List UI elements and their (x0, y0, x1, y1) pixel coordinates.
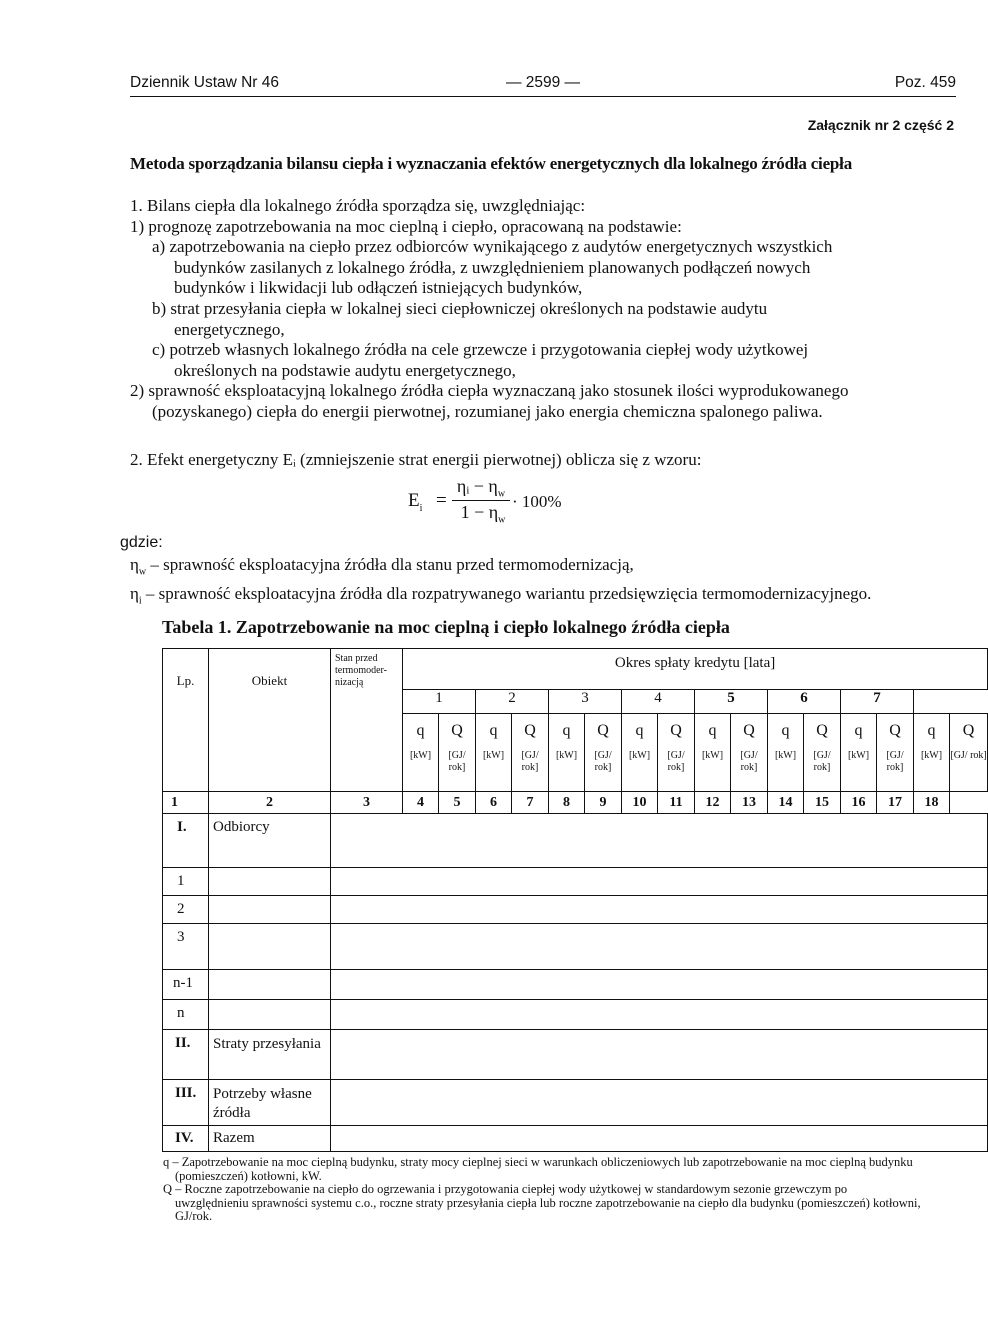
year-7: 7 (841, 689, 914, 713)
q-header: q [kW] (622, 713, 658, 791)
formula-denominator: $1 - \eta_w$ (460, 502, 506, 526)
row-lp: 2 (163, 895, 209, 923)
document-title: Metoda sporządzania bilansu ciepła i wyznaczania efektów energetycznych dla lokalnego źródła ciepła (130, 154, 853, 173)
col-number: 4 (403, 791, 439, 813)
year-3: 3 (549, 689, 622, 713)
formula-equals: = (436, 490, 447, 511)
q-header: q [kW] (841, 713, 877, 791)
table-row (163, 867, 988, 895)
col-number: 5 (439, 791, 476, 813)
list-item: b) strat przesyłania ciepła w lokalnej sieci ciepłowniczej określonych na podstawie audytu (152, 298, 768, 318)
efficiency-formula (408, 478, 578, 538)
page-header (130, 74, 956, 96)
Q-header: Q [GJ/ rok] (950, 713, 988, 791)
header-lp: Lp. (163, 649, 209, 690)
q-header: q [kW] (549, 713, 585, 791)
section-1 (130, 196, 960, 423)
col-number: 14 (768, 791, 804, 813)
Q-header: Q [GJ/ rok] (512, 713, 549, 791)
list-item: c) potrzeb własnych lokalnego źródła na cele grzewcze i przygotowania ciepłej wody użytkowej (152, 340, 809, 360)
where-label: gdzie: (120, 534, 163, 551)
col-number: 6 (476, 791, 512, 813)
list-item: 1) prognozę zapotrzebowania na moc cieplną i ciepło, opracowaną na podstawie: (130, 216, 682, 236)
Q-header: Q [GJ/ rok] (658, 713, 695, 791)
column-numbers-row (163, 791, 988, 813)
col-number: 11 (658, 791, 695, 813)
list-item-continuation: energetycznego, (174, 319, 285, 339)
table-row (163, 1125, 988, 1151)
journal-name: Dziennik Ustaw Nr 46 (130, 74, 280, 91)
table-notes (163, 1156, 923, 1224)
list-item-continuation: (pozyskanego) ciepła do energii pierwotnej, rozumianej jako energia chemiczna spalonego paliwa. (152, 401, 823, 421)
table-row (163, 969, 988, 999)
header-stan: Stan przed termomoder-nizacją (331, 649, 403, 690)
col-number: 18 (914, 791, 950, 813)
table-row (163, 923, 988, 969)
Q-header: Q [GJ/ rok] (439, 713, 476, 791)
attachment-label: Załącznik nr 2 część 2 (807, 117, 954, 133)
table-row (163, 813, 988, 867)
note-item: q – Zapotrzebowanie na moc cieplną budynku, straty mocy cieplnej sieci w warunkach obliczeniowych lub zapotrzebowanie na moc cieplną budynku (pomieszczeń) kotłowni, kW. (163, 1155, 913, 1183)
Q-header: Q [GJ/ rok] (731, 713, 768, 791)
col-number: 8 (549, 791, 585, 813)
formula-lhs: $E_i$ (408, 490, 423, 514)
row-lp: 1 (163, 867, 209, 895)
col-number: 2 (209, 791, 331, 813)
col-number: 3 (331, 791, 403, 813)
year-6: 6 (768, 689, 841, 713)
table-row (163, 1079, 988, 1125)
q-header: q [kW] (403, 713, 439, 791)
year-5: 5 (695, 689, 768, 713)
position-number: Poz. 459 (894, 74, 956, 91)
q-header: q [kW] (695, 713, 731, 791)
header-rule (130, 96, 956, 97)
definition-item: $\eta_i$ – sprawność eksploatacyjna źródła dla rozpatrywanego wariantu przedsięwzięcia termomodernizacyjnego. (130, 584, 872, 607)
section-2 (130, 450, 960, 471)
header-okres: Okres spłaty kredytu [lata] (403, 649, 988, 690)
list-item-continuation: określonych na podstawie audytu energetycznego, (174, 360, 516, 380)
col-number: 12 (695, 791, 731, 813)
row-lp: n (163, 999, 209, 1029)
year-2: 2 (476, 689, 549, 713)
list-item-continuation: budynków zasilanych z lokalnego źródła, z uwzględnieniem planowanych podłączeń nowych (174, 257, 811, 277)
row-lp: III. (163, 1079, 209, 1125)
row-lp: IV. (163, 1125, 209, 1151)
year-1: 1 (403, 689, 476, 713)
row-obiekt: Potrzeby własne źródła (209, 1079, 331, 1125)
table-row (163, 895, 988, 923)
section-2-heading: 2. Efekt energetyczny Eᵢ (zmniejszenie strat energii pierwotnej) oblicza się z wzoru: (130, 450, 702, 469)
col-number: 15 (804, 791, 841, 813)
row-lp: n-1 (163, 969, 209, 999)
row-lp: 3 (163, 923, 209, 969)
section-1-heading: 1. Bilans ciepła dla lokalnego źródła sporządza się, uwzględniając: (130, 196, 586, 215)
col-number: 9 (585, 791, 622, 813)
q-header: q [kW] (914, 713, 950, 791)
row-obiekt: Straty przesyłania (209, 1029, 331, 1079)
list-item: a) zapotrzebowania na ciepło przez odbiorców wynikającego z audytów energetycznych wszystkich (152, 237, 833, 257)
definitions (130, 554, 871, 613)
col-number: 17 (877, 791, 914, 813)
row-obiekt: Razem (209, 1125, 331, 1151)
fraction-bar (452, 500, 510, 501)
row-lp: II. (163, 1029, 209, 1079)
Q-header: Q [GJ/ rok] (877, 713, 914, 791)
row-lp: I. (163, 813, 209, 867)
Q-header: Q [GJ/ rok] (585, 713, 622, 791)
heat-demand-table (162, 648, 988, 1152)
table-title: Tabela 1. Zapotrzebowanie na moc cieplną i ciepło lokalnego źródła ciepła (162, 617, 730, 637)
table-row (163, 1029, 988, 1079)
list-item: 2) sprawność eksploatacyjną lokalnego źródła ciepła wyznaczaną jako stosunek ilości wyprodukowanego (130, 381, 849, 401)
q-header: q [kW] (476, 713, 512, 791)
definition-item: $\eta_w$ – sprawność eksploatacyjna źródła dla stanu przed termomodernizacją, (130, 555, 634, 578)
table-row (163, 999, 988, 1029)
header-obiekt: Obiekt (209, 649, 331, 690)
col-number: 10 (622, 791, 658, 813)
formula-tail: · 100% (512, 492, 562, 511)
year-4: 4 (622, 689, 695, 713)
q-header: q [kW] (768, 713, 804, 791)
Q-header: Q [GJ/ rok] (804, 713, 841, 791)
col-number: 16 (841, 791, 877, 813)
page-number: — 2599 — (505, 74, 581, 91)
formula-numerator: ηᵢ − $\eta_w$ (456, 476, 506, 500)
col-number: 1 (163, 791, 209, 813)
row-obiekt: Odbiorcy (209, 813, 331, 867)
note-item: Q – Roczne zapotrzebowanie na ciepło do ogrzewania i przygotowania ciepłej wody użytkowej w standardowym sezonie grzewczym po uwzględnieniu sprawności systemu c.o., roczne straty przesyłania ciepła lub roczne zapotrzebowanie na ciepło dla budynku (pomieszczeń) kotłowni, GJ/rok. (163, 1182, 921, 1223)
col-number: 7 (512, 791, 549, 813)
list-item-continuation: budynków i likwidacji lub odłączeń istniejących budynków, (174, 278, 583, 298)
col-number: 13 (731, 791, 768, 813)
